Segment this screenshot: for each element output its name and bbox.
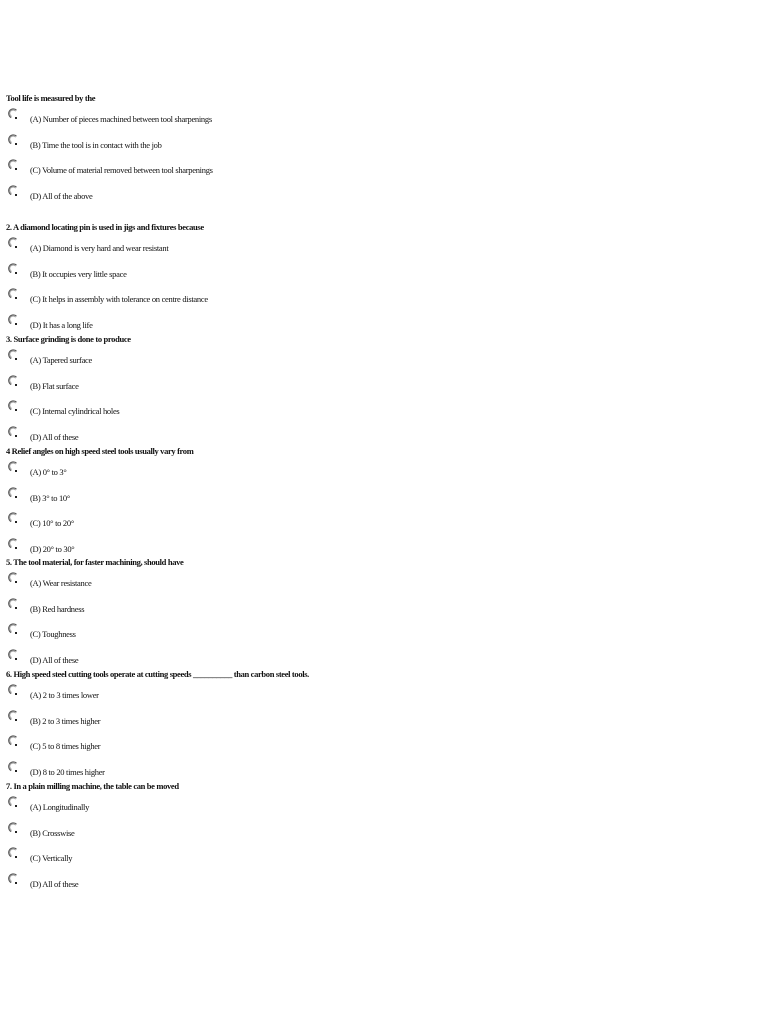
question-7-option-a[interactable] bbox=[0, 794, 420, 814]
option-label: (D) 8 to 20 times higher bbox=[30, 767, 105, 777]
question-6-option-b[interactable] bbox=[0, 708, 420, 728]
option-label: (B) Crosswise bbox=[30, 828, 75, 838]
radio-button-icon[interactable] bbox=[7, 822, 19, 836]
radio-button-icon[interactable] bbox=[7, 349, 19, 363]
option-label: (C) Volume of material removed between tool sharpenings bbox=[30, 165, 213, 175]
question-4-option-c[interactable] bbox=[0, 510, 420, 530]
question-2-option-c[interactable] bbox=[0, 286, 420, 306]
question-1-option-d[interactable] bbox=[0, 183, 420, 203]
option-label: (A) Wear resistance bbox=[30, 578, 92, 588]
radio-button-icon[interactable] bbox=[7, 185, 19, 199]
option-label: (D) It has a long life bbox=[30, 320, 93, 330]
option-label: (A) 0° to 3° bbox=[30, 467, 67, 477]
question-3-option-a[interactable] bbox=[0, 347, 420, 367]
question-6-text: 6. High speed steel cutting tools operate at cutting speeds __________ than carbon steel tools. bbox=[6, 669, 309, 679]
question-1-option-c[interactable] bbox=[0, 157, 420, 177]
radio-button-icon[interactable] bbox=[7, 237, 19, 251]
radio-button-icon[interactable] bbox=[7, 134, 19, 148]
radio-button-icon[interactable] bbox=[7, 623, 19, 637]
option-label: (C) It helps in assembly with tolerance on centre distance bbox=[30, 294, 208, 304]
question-3-option-b[interactable] bbox=[0, 373, 420, 393]
radio-button-icon[interactable] bbox=[7, 461, 19, 475]
option-label: (C) Internal cylindrical holes bbox=[30, 406, 120, 416]
option-label: (A) Diamond is very hard and wear resistant bbox=[30, 243, 169, 253]
radio-button-icon[interactable] bbox=[7, 512, 19, 526]
question-6-option-d[interactable] bbox=[0, 759, 420, 779]
question-1-option-a[interactable] bbox=[0, 106, 420, 126]
radio-button-icon[interactable] bbox=[7, 684, 19, 698]
question-4-option-a[interactable] bbox=[0, 459, 420, 479]
radio-button-icon[interactable] bbox=[7, 598, 19, 612]
radio-button-icon[interactable] bbox=[7, 314, 19, 328]
radio-button-icon[interactable] bbox=[7, 847, 19, 861]
radio-button-icon[interactable] bbox=[7, 873, 19, 887]
option-label: (A) Longitudinally bbox=[30, 802, 90, 812]
radio-button-icon[interactable] bbox=[7, 400, 19, 414]
radio-button-icon[interactable] bbox=[7, 538, 19, 552]
radio-button-icon[interactable] bbox=[7, 375, 19, 389]
radio-button-icon[interactable] bbox=[7, 710, 19, 724]
question-2-option-b[interactable] bbox=[0, 261, 420, 281]
option-label: (C) 10° to 20° bbox=[30, 518, 74, 528]
question-7-option-c[interactable] bbox=[0, 845, 420, 865]
option-label: (B) It occupies very little space bbox=[30, 269, 127, 279]
question-1-text: Tool life is measured by the bbox=[6, 93, 96, 103]
question-2-text: 2. A diamond locating pin is used in jigs and fixtures because bbox=[6, 222, 204, 232]
question-1-option-b[interactable] bbox=[0, 132, 420, 152]
radio-button-icon[interactable] bbox=[7, 649, 19, 663]
radio-button-icon[interactable] bbox=[7, 761, 19, 775]
question-5-option-a[interactable] bbox=[0, 570, 420, 590]
question-4-text: 4 Relief angles on high speed steel tools usually vary from bbox=[6, 446, 194, 456]
question-2-option-a[interactable] bbox=[0, 235, 420, 255]
radio-button-icon[interactable] bbox=[7, 735, 19, 749]
option-label: (B) Red hardness bbox=[30, 604, 85, 614]
question-5-text: 5. The tool material, for faster machining, should have bbox=[6, 557, 184, 567]
question-6-option-c[interactable] bbox=[0, 733, 420, 753]
option-label: (A) Number of pieces machined between tool sharpenings bbox=[30, 114, 212, 124]
question-6-option-a[interactable] bbox=[0, 682, 420, 702]
option-label: (A) Tapered surface bbox=[30, 355, 92, 365]
option-label: (C) Vertically bbox=[30, 853, 73, 863]
question-7-text: 7. In a plain milling machine, the table can be moved bbox=[6, 781, 179, 791]
question-4-option-b[interactable] bbox=[0, 485, 420, 505]
question-5-option-d[interactable] bbox=[0, 647, 420, 667]
option-label: (D) All of the above bbox=[30, 191, 93, 201]
option-label: (C) 5 to 8 times higher bbox=[30, 741, 101, 751]
option-label: (B) Time the tool is in contact with the job bbox=[30, 140, 162, 150]
option-label: (B) Flat surface bbox=[30, 381, 79, 391]
question-2-option-d[interactable] bbox=[0, 312, 420, 332]
question-3-option-c[interactable] bbox=[0, 398, 420, 418]
option-label: (D) 20° to 30° bbox=[30, 544, 75, 554]
question-4-option-d[interactable] bbox=[0, 536, 420, 556]
radio-button-icon[interactable] bbox=[7, 796, 19, 810]
radio-button-icon[interactable] bbox=[7, 288, 19, 302]
radio-button-icon[interactable] bbox=[7, 159, 19, 173]
option-label: (B) 3° to 10° bbox=[30, 493, 70, 503]
option-label: (A) 2 to 3 times lower bbox=[30, 690, 99, 700]
question-7-option-b[interactable] bbox=[0, 820, 420, 840]
radio-button-icon[interactable] bbox=[7, 572, 19, 586]
radio-button-icon[interactable] bbox=[7, 263, 19, 277]
radio-button-icon[interactable] bbox=[7, 426, 19, 440]
option-label: (B) 2 to 3 times higher bbox=[30, 716, 101, 726]
option-label: (C) Toughness bbox=[30, 629, 76, 639]
question-5-option-b[interactable] bbox=[0, 596, 420, 616]
question-7-option-d[interactable] bbox=[0, 871, 420, 891]
radio-button-icon[interactable] bbox=[7, 487, 19, 501]
radio-button-icon[interactable] bbox=[7, 108, 19, 122]
question-3-text: 3. Surface grinding is done to produce bbox=[6, 334, 131, 344]
option-label: (D) All of these bbox=[30, 655, 79, 665]
question-3-option-d[interactable] bbox=[0, 424, 420, 444]
option-label: (D) All of these bbox=[30, 432, 79, 442]
question-5-option-c[interactable] bbox=[0, 621, 420, 641]
option-label: (D) All of these bbox=[30, 879, 79, 889]
